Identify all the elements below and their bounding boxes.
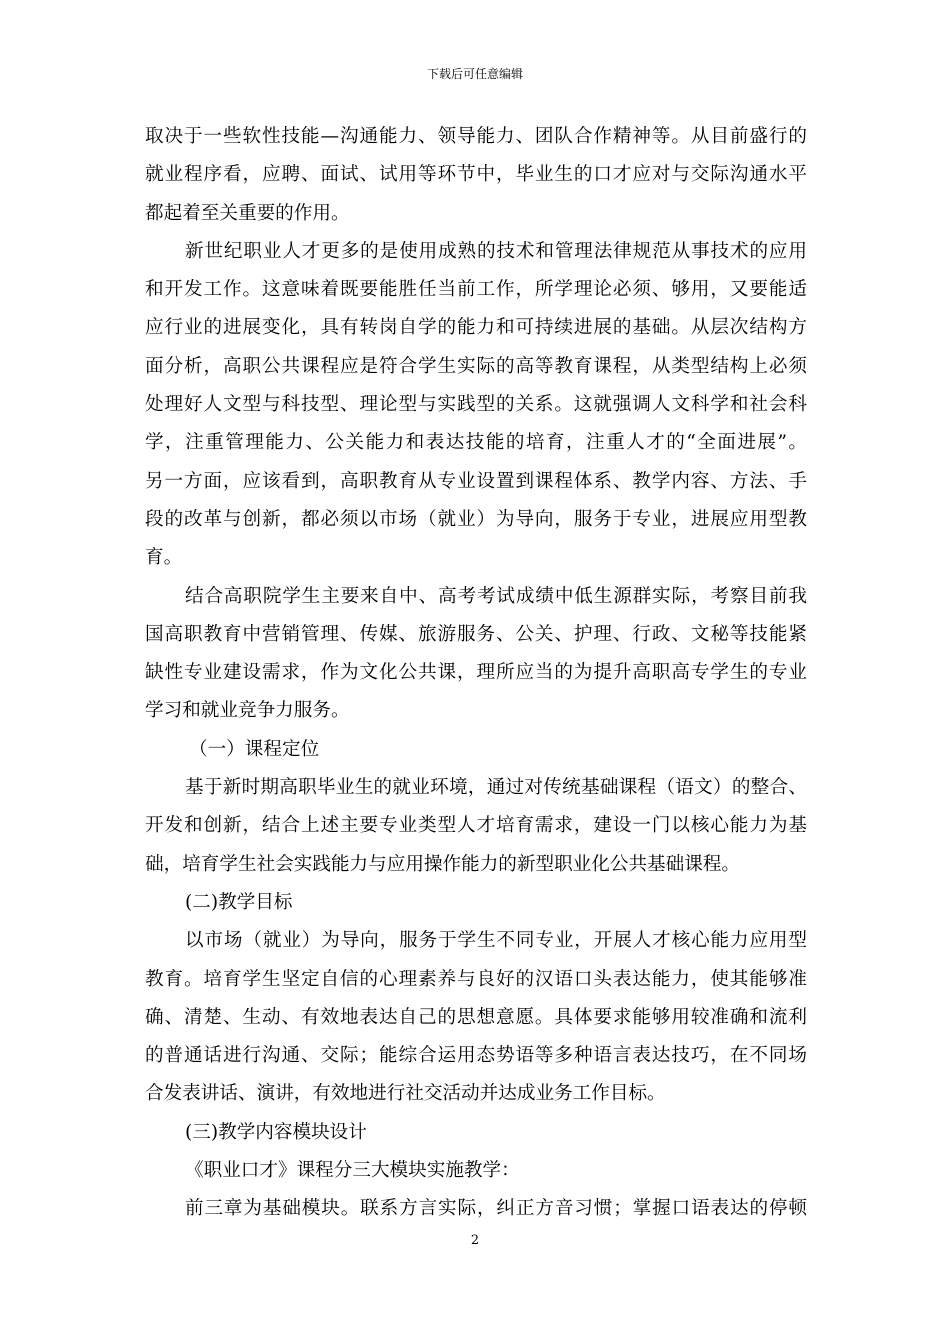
text-line: 取决于一些软性技能—沟通能力、领导能力、团队合作精神等。从目前盛行的: [145, 126, 807, 147]
text-line: 《职业口才》课程分三大模块实施教学：: [185, 1160, 520, 1182]
text-line: 基于新时期高职毕业生的就业环境，通过对传统基础课程（语文）的整合、: [185, 777, 807, 799]
text-line: 础，培育学生社会实践能力与应用操作能力的新型职业化公共基础课程。: [145, 853, 741, 875]
text-line: 另一方面，应该看到，高职教育从专业设置到课程体系、教学内容、方法、手: [145, 470, 807, 492]
text-line: 应行业的进展变化，具有转岗自学的能力和可持续进展的基础。从层次结构方: [145, 317, 807, 339]
text-line: 都起着至关重要的作用。: [145, 202, 350, 224]
document-body: [145, 118, 807, 1229]
text-line: 和开发工作。这意味着既要能胜任当前工作，所学理论必须、够用，又要能适: [145, 279, 807, 301]
text-line: 的普通话进行沟通、交际；能综合运用态势语等多种语言表达技巧，在不同场: [145, 1045, 807, 1067]
text-line: 前三章为基础模块。联系方言实际，纠正方音习惯；掌握口语表达的停顿: [185, 1198, 807, 1220]
text-line: 段的改革与创新，都必须以市场（就业）为导向，服务于专业，进展应用型教: [145, 508, 807, 530]
text-line: 国高职教育中营销管理、传媒、旅游服务、公关、护理、行政、文秘等技能紧: [145, 623, 807, 645]
section-heading: （一）课程定位: [189, 738, 320, 760]
text-line: 新世纪职业人才更多的是使用成熟的技术和管理法律规范从事技术的应用: [185, 240, 807, 262]
text-line: 处理好人文型与科技型、理论型与实践型的关系。这就强调人文科学和社会科: [145, 394, 807, 416]
text-line: 开发和创新，结合上述主要专业类型人才培育需求，建设一门以核心能力为基: [145, 815, 807, 837]
text-line: 教育。培育学生坚定自信的心理素养与良好的汉语口头表达能力，使其能够准: [145, 968, 807, 990]
page-header: 下载后可任意编辑: [426, 67, 523, 81]
section-heading: (三)教学内容模块设计: [185, 1121, 367, 1143]
text-line: 合发表讲话、演讲，有效地进行社交活动并达成业务工作目标。: [145, 1083, 666, 1105]
text-line: 以市场（就业）为导向，服务于学生不同专业，开展人才核心能力应用型: [185, 930, 807, 952]
text-line: 确、清楚、生动、有效地表达自己的思想意愿。具体要求能够用较准确和流利: [145, 1006, 807, 1028]
text-line: 结合高职院学生主要来自中、高考考试成绩中低生源群实际，考察目前我: [185, 585, 807, 607]
text-line: 面分析，高职公共课程应是符合学生实际的高等教育课程，从类型结构上必须: [145, 355, 807, 377]
text-line: 就业程序看，应聘、面试、试用等环节中，毕业生的口才应对与交际沟通水平: [145, 164, 807, 186]
text-line: 育。: [145, 547, 183, 569]
page-number: 2: [470, 1233, 480, 1248]
text-line: 学，注重管理能力、公关能力和表达技能的培育，注重人才的“全面进展”。: [145, 432, 807, 454]
text-line: 缺性专业建设需求，作为文化公共课，理所应当的为提升高职高专学生的专业: [145, 662, 807, 684]
section-heading: (二)教学目标: [185, 891, 293, 913]
text-line: 学习和就业竞争力服务。: [145, 700, 350, 722]
